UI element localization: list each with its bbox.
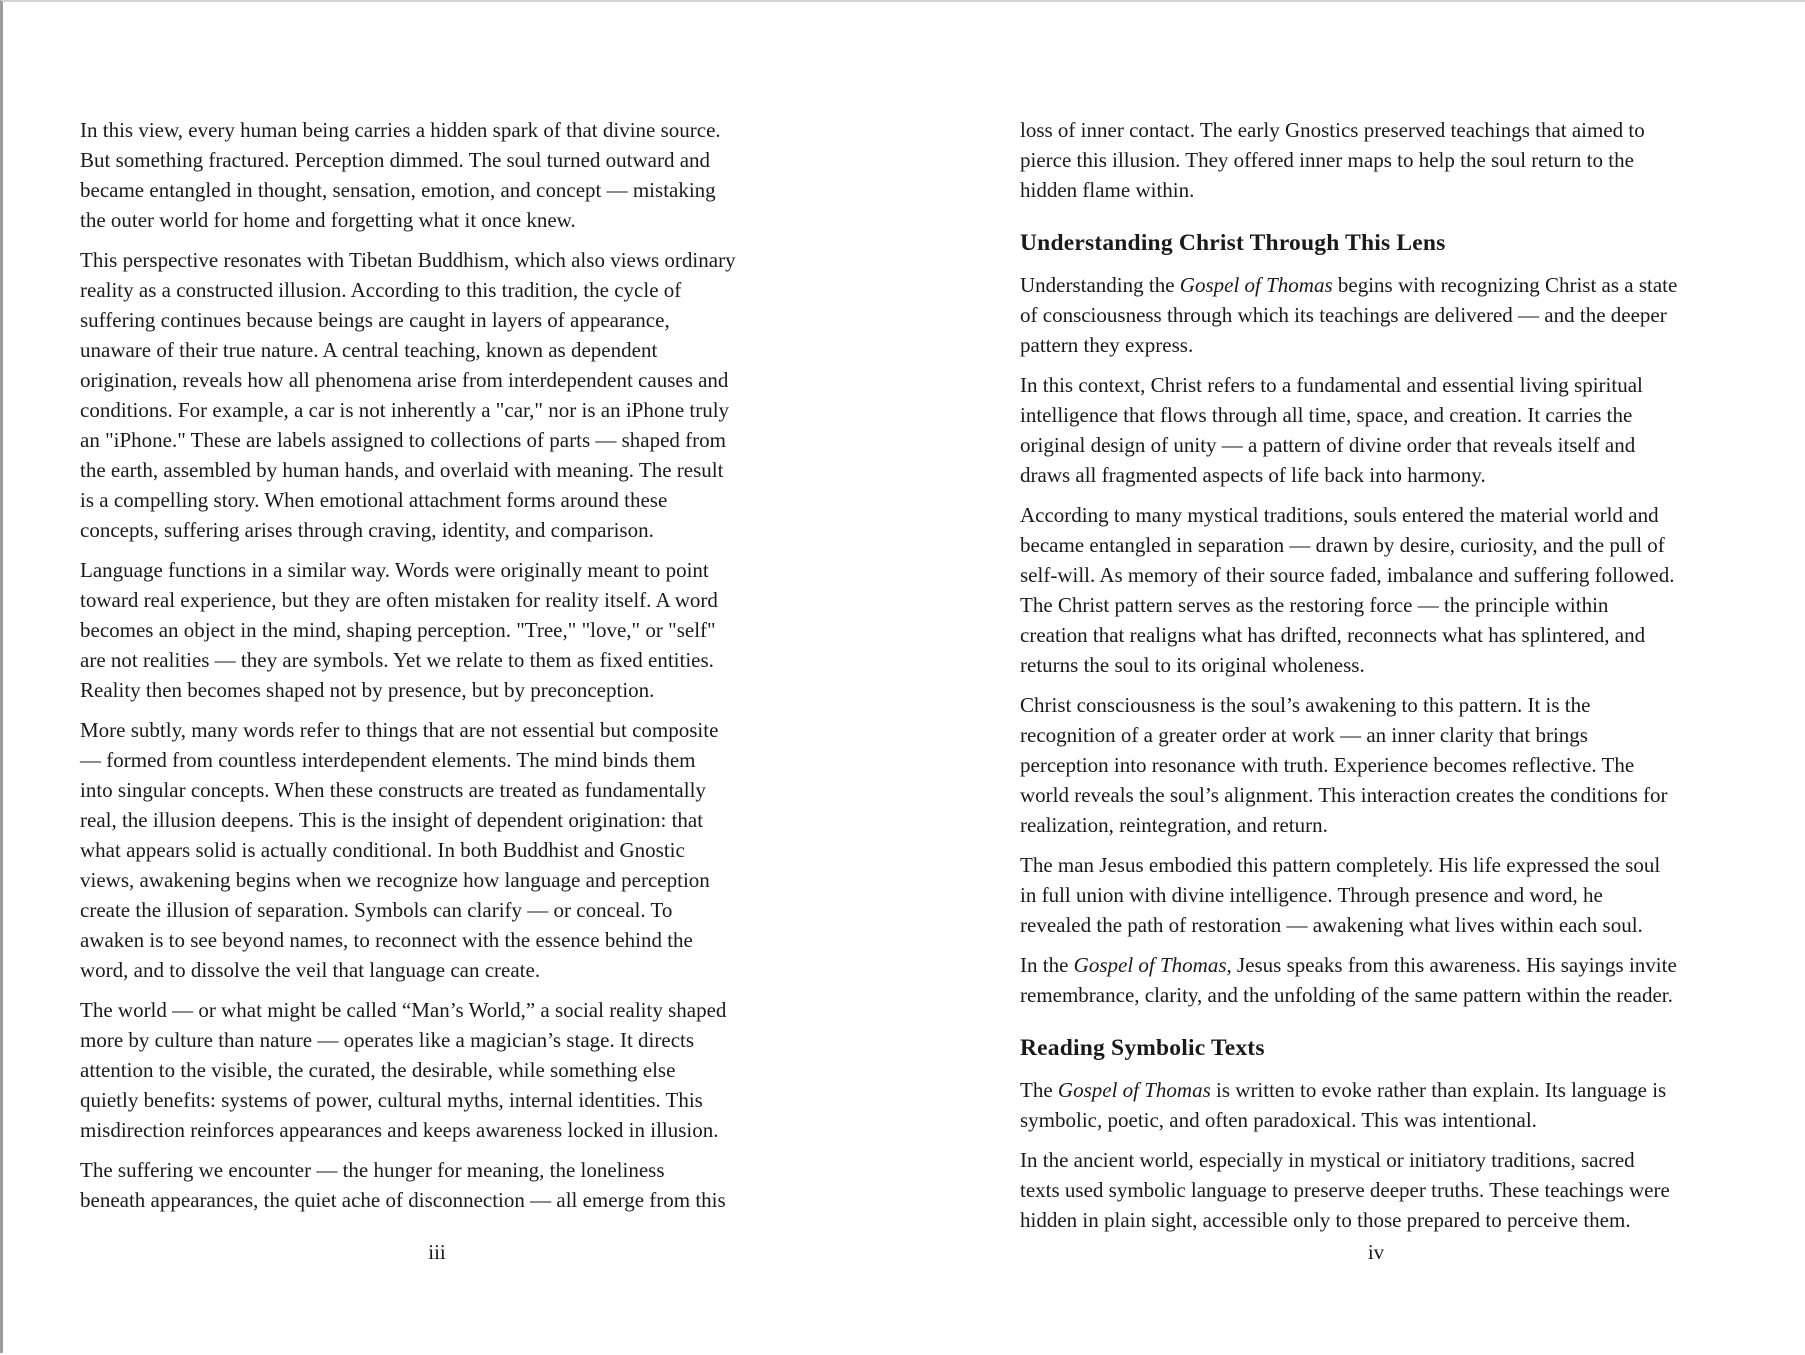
text-run: concepts, suffering arises through craving, identity, and comparison.	[80, 518, 654, 542]
paragraph	[1020, 850, 1760, 940]
text-run: loss of inner contact. The early Gnostics preserved teachings that aimed to	[1020, 118, 1645, 142]
text-line	[80, 305, 820, 335]
text-run: According to many mystical traditions, souls entered the material world and	[1020, 503, 1659, 527]
text-run: But something fractured. Perception dimmed. The soul turned outward and	[80, 148, 711, 172]
page-iv	[905, 2, 1805, 1355]
text-run: , Jesus speaks from this awareness. His sayings invite	[1226, 953, 1677, 977]
italic-title: Gospel of Thomas	[1179, 273, 1333, 297]
text-line	[80, 1115, 820, 1145]
text-run: In the ancient world, especially in mystical or initiatory traditions, sacred	[1020, 1148, 1635, 1172]
text-run: This perspective resonates with Tibetan Buddhism, which also views ordinary	[80, 248, 736, 272]
text-run: an "iPhone." These are labels assigned to collections of parts — shaped from	[80, 428, 727, 452]
text-run: Language functions in a similar way. Words were originally meant to point	[80, 558, 709, 582]
text-line	[1020, 650, 1760, 680]
text-run: In this context, Christ refers to a fundamental and essential living spiritual	[1020, 373, 1643, 397]
text-run: became entangled in thought, sensation, emotion, and concept — mistaking	[80, 178, 716, 202]
text-line	[1020, 1205, 1760, 1235]
text-run: word, and to dissolve the veil that language can create.	[80, 958, 541, 982]
text-line	[80, 995, 820, 1025]
text-line	[1020, 590, 1760, 620]
text-line	[1020, 750, 1760, 780]
text-line	[80, 715, 820, 745]
text-run: views, awakening begins when we recognize how language and perception	[80, 868, 710, 892]
text-run: — formed from countless interdependent elements. The mind binds them	[80, 748, 696, 772]
text-run: The world — or what might be called “Man’s World,” a social reality shaped	[80, 998, 727, 1022]
text-line	[1020, 430, 1760, 460]
text-run: creation that realigns what has drifted, reconnects what has splintered, and	[1020, 623, 1646, 647]
text-run: symbolic, poetic, and often paradoxical. This was intentional.	[1020, 1108, 1537, 1132]
text-line	[1020, 780, 1760, 810]
text-line	[80, 1025, 820, 1055]
text-line	[1020, 560, 1760, 590]
text-run: real, the illusion deepens. This is the insight of dependent origination: that	[80, 808, 704, 832]
text-line	[1020, 880, 1760, 910]
text-line	[1020, 1145, 1760, 1175]
text-run: more by culture than nature — operates like a magician’s stage. It directs	[80, 1028, 695, 1052]
page-body	[1020, 115, 1760, 1245]
text-run: into singular concepts. When these constructs are treated as fundamentally	[80, 778, 706, 802]
text-run: The suffering we encounter — the hunger for meaning, the loneliness	[80, 1158, 665, 1182]
text-run: reality as a constructed illusion. According to this tradition, the cycle of	[80, 278, 682, 302]
text-run: recognition of a greater order at work — an inner clarity that brings	[1020, 723, 1588, 747]
text-line	[1020, 460, 1760, 490]
text-line	[80, 515, 820, 545]
paragraph	[80, 555, 820, 705]
text-line	[80, 1085, 820, 1115]
paragraph	[80, 715, 820, 985]
text-run: what appears solid is actually conditional. In both Buddhist and Gnostic	[80, 838, 685, 862]
paragraph	[1020, 370, 1760, 490]
text-run: the earth, assembled by human hands, and overlaid with meaning. The result	[80, 458, 724, 482]
text-line	[1020, 370, 1760, 400]
text-line	[1020, 1175, 1760, 1205]
page-number: iv	[1367, 1240, 1385, 1264]
text-run: becomes an object in the mind, shaping perception. "Tree," "love," or "self"	[80, 618, 716, 642]
text-line	[80, 275, 820, 305]
text-line	[1020, 620, 1760, 650]
text-run: is a compelling story. When emotional attachment forms around these	[80, 488, 668, 512]
text-run: realization, reintegration, and return.	[1020, 813, 1328, 837]
text-run: conditions. For example, a car is not inherently a "car," nor is an iPhone truly	[80, 398, 730, 422]
text-run: original design of unity — a pattern of divine order that reveals itself and	[1020, 433, 1636, 457]
text-line	[80, 775, 820, 805]
text-run: toward real experience, but they are often mistaken for reality itself. A word	[80, 588, 718, 612]
text-run: origination, reveals how all phenomena arise from interdependent causes and	[80, 368, 729, 392]
text-line	[80, 895, 820, 925]
text-run: awaken is to see beyond names, to reconnect with the essence behind the	[80, 928, 693, 952]
text-run: unaware of their true nature. A central teaching, known as dependent	[80, 338, 658, 362]
text-run: hidden in plain sight, accessible only to those prepared to perceive them.	[1020, 1208, 1631, 1232]
italic-title: Gospel of Thomas	[1057, 1078, 1211, 1102]
text-run: Reality then becomes shaped not by presence, but by preconception.	[80, 678, 655, 702]
page-body	[80, 115, 820, 1225]
text-line	[80, 145, 820, 175]
text-line	[80, 555, 820, 585]
text-line	[1020, 1075, 1760, 1105]
text-run: became entangled in separation — drawn by desire, curiosity, and the pull of	[1020, 533, 1665, 557]
text-line	[1020, 850, 1760, 880]
text-line	[80, 1155, 820, 1185]
text-run: The	[1020, 1078, 1058, 1102]
text-run: revealed the path of restoration — awakening what lives within each soul.	[1020, 913, 1643, 937]
text-line	[80, 835, 820, 865]
paragraph	[1020, 500, 1760, 680]
section-heading: Understanding Christ Through This Lens	[1020, 230, 1446, 256]
text-run: More subtly, many words refer to things that are not essential but composite	[80, 718, 719, 742]
text-run: create the illusion of separation. Symbols can clarify — or conceal. To	[80, 898, 673, 922]
paragraph	[80, 245, 820, 545]
text-line	[80, 485, 820, 515]
text-line	[80, 115, 820, 145]
text-run: The Christ pattern serves as the restoring force — the principle within	[1020, 593, 1609, 617]
text-run: in full union with divine intelligence. Through presence and word, he	[1020, 883, 1603, 907]
text-run: is written to evoke rather than explain. Its language is	[1210, 1078, 1667, 1102]
text-run: world reveals the soul’s alignment. This interaction creates the conditions for	[1020, 783, 1668, 807]
text-line	[80, 205, 820, 235]
text-run: attention to the visible, the curated, the desirable, while something else	[80, 1058, 676, 1082]
text-line	[80, 335, 820, 365]
text-line	[1020, 270, 1760, 300]
text-line	[1020, 145, 1760, 175]
text-line	[80, 365, 820, 395]
text-line	[80, 925, 820, 955]
text-line	[80, 175, 820, 205]
text-run: In the	[1020, 953, 1074, 977]
text-run: suffering continues because beings are caught in layers of appearance,	[80, 308, 670, 332]
text-line	[80, 455, 820, 485]
paragraph	[1020, 1075, 1760, 1135]
paragraph	[80, 1155, 820, 1215]
text-run: intelligence that flows through all time, space, and creation. It carries the	[1020, 403, 1633, 427]
text-run: perception into resonance with truth. Experience becomes reflective. The	[1020, 753, 1635, 777]
paragraph	[1020, 1145, 1760, 1235]
text-run: remembrance, clarity, and the unfolding of the same pattern within the reader.	[1020, 983, 1673, 1007]
text-run: begins with recognizing Christ as a state	[1332, 273, 1678, 297]
text-line	[1020, 1105, 1760, 1135]
text-line	[1020, 690, 1760, 720]
text-line	[1020, 330, 1760, 360]
text-line	[80, 955, 820, 985]
text-run: texts used symbolic language to preserve deeper truths. These teachings were	[1020, 1178, 1670, 1202]
text-run: beneath appearances, the quiet ache of disconnection — all emerge from this	[80, 1188, 726, 1212]
text-run: pattern they express.	[1020, 333, 1194, 357]
text-line	[1020, 300, 1760, 330]
text-run: draws all fragmented aspects of life back into harmony.	[1020, 463, 1486, 487]
text-line	[80, 425, 820, 455]
text-run: quietly benefits: systems of power, cultural myths, internal identities. This	[80, 1088, 703, 1112]
text-run: The man Jesus embodied this pattern completely. His life expressed the soul	[1020, 853, 1661, 877]
text-line	[80, 645, 820, 675]
text-line	[1020, 720, 1760, 750]
paragraph	[1020, 950, 1760, 1010]
text-line	[80, 245, 820, 275]
text-line	[80, 395, 820, 425]
text-run: Christ consciousness is the soul’s awakening to this pattern. It is the	[1020, 693, 1591, 717]
text-line	[80, 1055, 820, 1085]
paragraph	[1020, 115, 1760, 205]
text-line	[1020, 950, 1760, 980]
page-number: iii	[428, 1240, 446, 1264]
text-run: misdirection reinforces appearances and keeps awareness locked in illusion.	[80, 1118, 719, 1142]
text-line	[80, 675, 820, 705]
text-run: Understanding the	[1020, 273, 1180, 297]
text-line	[1020, 810, 1760, 840]
text-run: of consciousness through which its teachings are delivered — and the deeper	[1020, 303, 1667, 327]
text-line	[80, 745, 820, 775]
page-iii	[3, 2, 903, 1355]
text-line	[80, 805, 820, 835]
text-run: In this view, every human being carries a hidden spark of that divine source.	[80, 118, 721, 142]
text-line	[80, 865, 820, 895]
italic-title: Gospel of Thomas	[1073, 953, 1227, 977]
text-run: returns the soul to its original wholeness.	[1020, 653, 1365, 677]
text-line	[1020, 115, 1760, 145]
text-line	[80, 615, 820, 645]
paragraph	[1020, 270, 1760, 360]
text-line	[80, 585, 820, 615]
paragraph	[1020, 690, 1760, 840]
paragraph	[80, 995, 820, 1145]
text-line	[1020, 530, 1760, 560]
paragraph	[80, 115, 820, 235]
text-run: pierce this illusion. They offered inner maps to help the soul return to the	[1020, 148, 1634, 172]
section-heading: Reading Symbolic Texts	[1020, 1035, 1265, 1061]
text-run: self-will. As memory of their source faded, imbalance and suffering followed.	[1020, 563, 1675, 587]
text-run: hidden flame within.	[1020, 178, 1195, 202]
text-line	[1020, 400, 1760, 430]
text-line	[1020, 980, 1760, 1010]
text-line	[1020, 175, 1760, 205]
text-line	[1020, 500, 1760, 530]
text-line	[80, 1185, 820, 1215]
text-run: are not realities — they are symbols. Yet we relate to them as fixed entities.	[80, 648, 714, 672]
text-line	[1020, 910, 1760, 940]
text-run: the outer world for home and forgetting what it once knew.	[80, 208, 576, 232]
